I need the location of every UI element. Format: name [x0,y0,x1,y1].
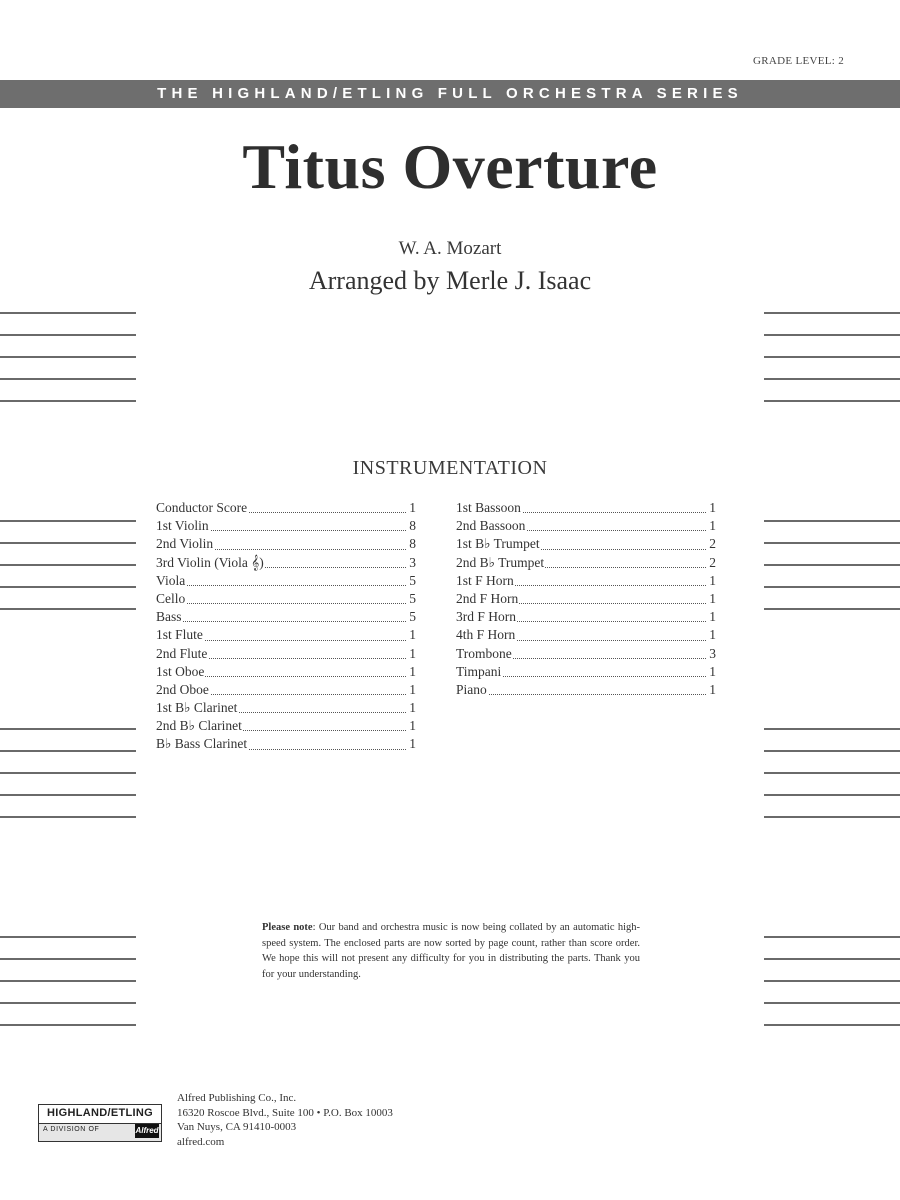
leader-dots [156,621,416,622]
instrument-quantity: 8 [407,535,416,553]
instrument-name: 3rd F Horn [456,608,517,626]
leader-dots [156,603,416,604]
instrumentation-list-left [156,499,416,754]
instrument-row [156,699,416,717]
instrument-row [156,535,416,553]
instrument-name: 2nd Oboe [156,681,210,699]
logo-top-text: HIGHLAND/ETLING [47,1107,153,1119]
instrumentation-list-right [456,499,716,699]
instrument-name: 1st B♭ Trumpet [456,535,541,553]
instrument-row [456,681,716,699]
instrument-quantity: 1 [707,499,716,517]
instrument-row [156,626,416,644]
instrument-name: 4th F Horn [456,626,516,644]
instrument-quantity: 1 [707,663,716,681]
instrument-row [156,735,416,753]
alfred-logo-icon: Alfred [135,1124,159,1138]
instrument-name: Piano [456,681,488,699]
instrument-quantity: 1 [407,663,416,681]
instrument-row [156,645,416,663]
instrument-quantity: 1 [407,645,416,663]
instrument-quantity: 1 [707,572,716,590]
instrumentation-heading: INSTRUMENTATION [352,457,548,479]
instrument-name: Cello [156,590,186,608]
leader-dots [456,694,716,695]
instrument-name: 1st Oboe [156,663,205,681]
instrument-name: 2nd F Horn [456,590,519,608]
instrument-name: B♭ Bass Clarinet [156,735,248,753]
instrument-row [156,663,416,681]
publisher-address [177,1091,393,1149]
instrument-row [156,590,416,608]
instrument-quantity: 1 [407,626,416,644]
grade-level: GRADE LEVEL: 2 [753,55,844,67]
instrument-row [156,608,416,626]
instrument-row [456,590,716,608]
page-title: Titus Overture [242,131,658,202]
instrument-row [456,499,716,517]
instrument-name: 1st Flute [156,626,204,644]
instrument-row [156,717,416,735]
instrument-row [456,572,716,590]
instrument-quantity: 1 [407,681,416,699]
instrument-quantity: 1 [707,590,716,608]
address-line: alfred.com [177,1135,225,1148]
note-text: : Our band and orchestra music is now being collated by an automatic high-speed system. The enclosed parts are now sorted by page count, rather than score order. We hope this will not present any difficulty for you in distributing the parts. Thank you for your understanding. [262,922,640,980]
instrument-name: 1st Violin [156,517,210,535]
instrument-row [456,554,716,572]
address-line: Alfred Publishing Co., Inc. [177,1092,297,1104]
instrument-quantity: 1 [407,735,416,753]
instrument-row [456,626,716,644]
instrument-name: 1st B♭ Clarinet [156,699,238,717]
arranger: Arranged by Merle J. Isaac [308,266,592,295]
instrument-name: Viola [156,572,186,590]
instrument-quantity: 2 [707,554,716,572]
publisher-logo [38,1104,162,1142]
instrument-row [156,681,416,699]
leader-dots [156,585,416,586]
instrument-quantity: 8 [407,517,416,535]
instrument-quantity: 1 [407,499,416,517]
address-line: Van Nuys, CA 91410-0003 [177,1121,297,1133]
instrument-quantity: 2 [707,535,716,553]
instrument-name: 1st F Horn [456,572,515,590]
instrument-quantity: 1 [707,626,716,644]
instrument-row [456,663,716,681]
instrument-name: Trombone [456,645,513,663]
instrument-name: Timpani [456,663,502,681]
instrument-name: 2nd B♭ Trumpet [456,554,545,572]
instrument-row [456,608,716,626]
instrument-quantity: 1 [407,699,416,717]
instrument-name: 2nd Bassoon [456,517,526,535]
instrument-name: 2nd B♭ Clarinet [156,717,243,735]
instrument-name: Conductor Score [156,499,248,517]
instrument-name: Bass [156,608,183,626]
instrument-row [456,645,716,663]
instrument-name: 2nd Flute [156,645,208,663]
instrument-row [456,517,716,535]
instrument-quantity: 5 [407,608,416,626]
instrument-name: 1st Bassoon [456,499,522,517]
instrument-quantity: 3 [707,645,716,663]
instrument-name: 2nd Violin [156,535,214,553]
collation-note [262,920,640,982]
instrument-quantity: 1 [707,681,716,699]
series-title: THE HIGHLAND/ETLING FULL ORCHESTRA SERIES [157,85,743,102]
instrument-row [156,499,416,517]
address-line: 16320 Roscoe Blvd., Suite 100 • P.O. Box 10003 [177,1106,393,1119]
logo-sub-text: A DIVISION OF [43,1126,100,1133]
composer: W. A. Mozart [398,238,502,259]
instrument-quantity: 1 [707,517,716,535]
instrument-quantity: 1 [407,717,416,735]
instrument-row [156,517,416,535]
instrument-quantity: 5 [407,590,416,608]
instrument-row [156,554,416,572]
instrument-quantity: 5 [407,572,416,590]
instrument-row [456,535,716,553]
note-label: Please note [262,922,313,933]
instrument-row [156,572,416,590]
instrument-quantity: 3 [407,554,416,572]
instrument-name: 3rd Violin (Viola 𝄞) [156,554,265,572]
instrument-quantity: 1 [707,608,716,626]
